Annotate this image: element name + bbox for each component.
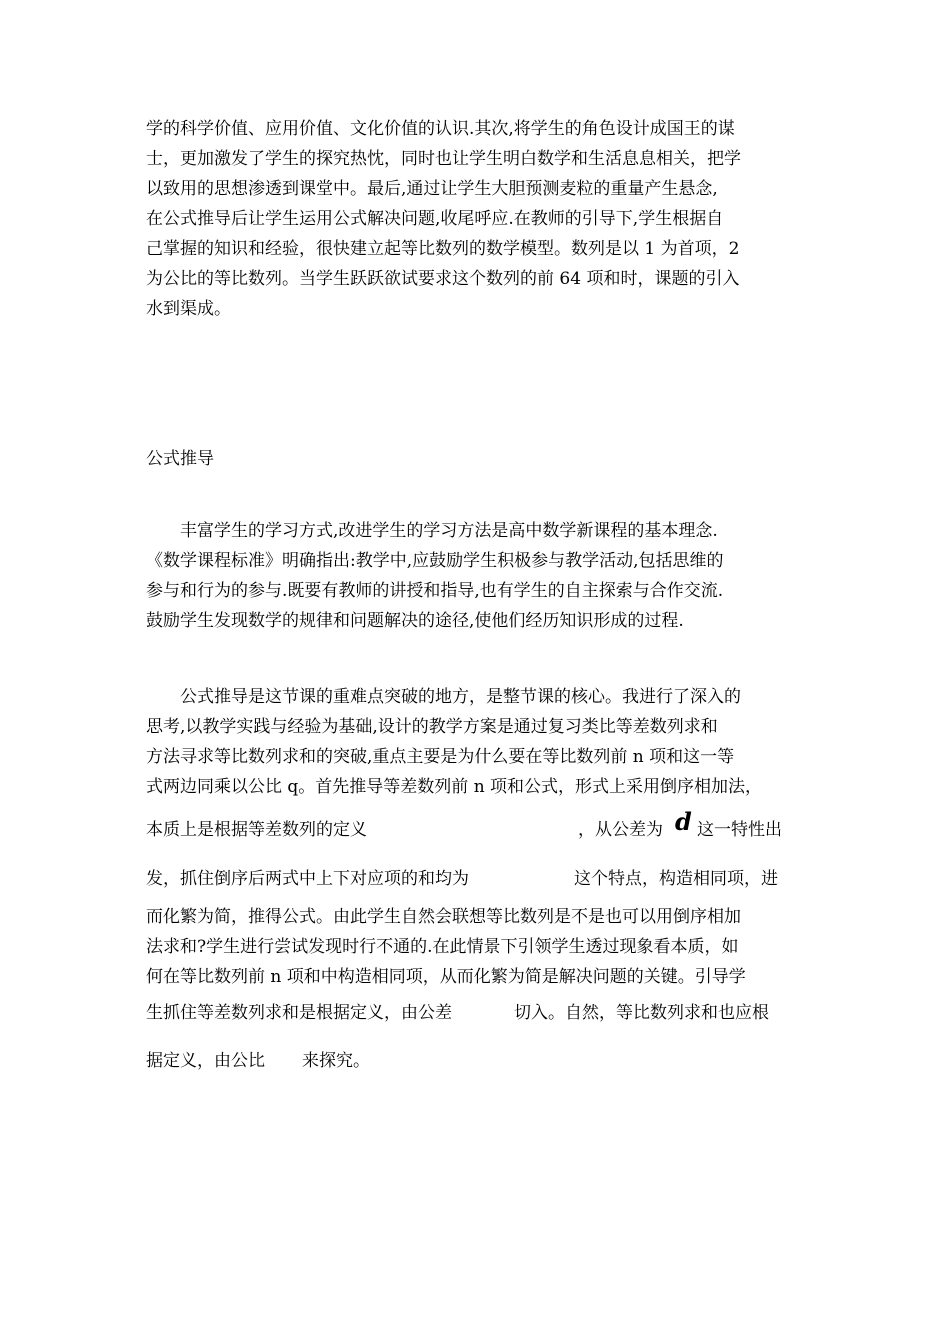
para3-line-8: 法求和?学生进行尝试发现时行不通的.在此情景下引领学生透过现象看本质，如 xyxy=(146,937,739,957)
intro-line-4: 在公式推导后让学生运用公式解决问题,收尾呼应.在教师的引导下,学生根据自 xyxy=(146,209,724,229)
para3-line-11b: 来探究。 xyxy=(302,1051,370,1071)
para3-line-10a: 生抓住等差数列求和是根据定义，由公差 xyxy=(146,1003,452,1023)
para2-line-2: 《数学课程标准》明确指出:教学中,应鼓励学生积极参与教学活动,包括思维的 xyxy=(146,551,724,571)
para3-line-4: 式两边同乘以公比 q。首先推导等差数列前 n 项和公式，形式上采用倒序相加法， xyxy=(146,777,763,797)
para3-line-11a: 据定义，由公比 xyxy=(146,1051,265,1071)
para2-line-1: 丰富学生的学习方式,改进学生的学习方法是高中数学新课程的基本理念. xyxy=(180,521,718,541)
para3-line-5b: ，从公差为 xyxy=(578,820,663,840)
para3-line-3: 方法寻求等比数列求和的突破,重点主要是为什么要在等比数列前 n 项和这一等 xyxy=(146,747,735,767)
para3-line-6a: 发，抓住倒序后两式中上下对应项的和均为 xyxy=(146,869,469,889)
para3-line-5a: 本质上是根据等差数列的定义 xyxy=(146,820,367,840)
para3-line-5c: 这一特性出 xyxy=(697,820,782,840)
para3-line-2: 思考,以教学实践与经验为基础,设计的教学方案是通过复习类比等差数列求和 xyxy=(146,717,718,737)
intro-line-5: 己掌握的知识和经验，很快建立起等比数列的数学模型。数列是以 1 为首项，2 xyxy=(146,239,740,259)
para2-line-4: 鼓励学生发现数学的规律和问题解决的途径,使他们经历知识形成的过程. xyxy=(146,611,684,631)
intro-line-2: 士，更加激发了学生的探究热忱，同时也让学生明白数学和生活息息相关，把学 xyxy=(146,149,741,169)
para3-line-6b: 这个特点，构造相同项，进 xyxy=(574,869,778,889)
para3-line-9: 何在等比数列前 n 项和中构造相同项，从而化繁为简是解决问题的关键。引导学 xyxy=(146,967,746,987)
section-heading: 公式推导 xyxy=(146,449,214,469)
variable-d: d xyxy=(675,807,692,836)
para2-line-3: 参与和行为的参与.既要有教师的讲授和指导,也有学生的自主探索与合作交流. xyxy=(146,581,724,601)
intro-line-3: 以致用的思想渗透到课堂中。最后,通过让学生大胆预测麦粒的重量产生悬念, xyxy=(146,179,718,199)
para3-line-7: 而化繁为简，推得公式。由此学生自然会联想等比数列是不是也可以用倒序相加 xyxy=(146,907,741,927)
intro-line-6: 为公比的等比数列。当学生跃跃欲试要求这个数列的前 64 项和时，课题的引入 xyxy=(146,269,740,289)
para3-line-10b: 切入。自然，等比数列求和也应根 xyxy=(514,1003,769,1023)
intro-line-1: 学的科学价值、应用价值、文化价值的认识.其次,将学生的角色设计成国王的谋 xyxy=(146,119,735,139)
intro-line-7: 水到渠成。 xyxy=(146,299,231,319)
para3-line-1: 公式推导是这节课的重难点突破的地方，是整节课的核心。我进行了深入的 xyxy=(180,687,741,707)
